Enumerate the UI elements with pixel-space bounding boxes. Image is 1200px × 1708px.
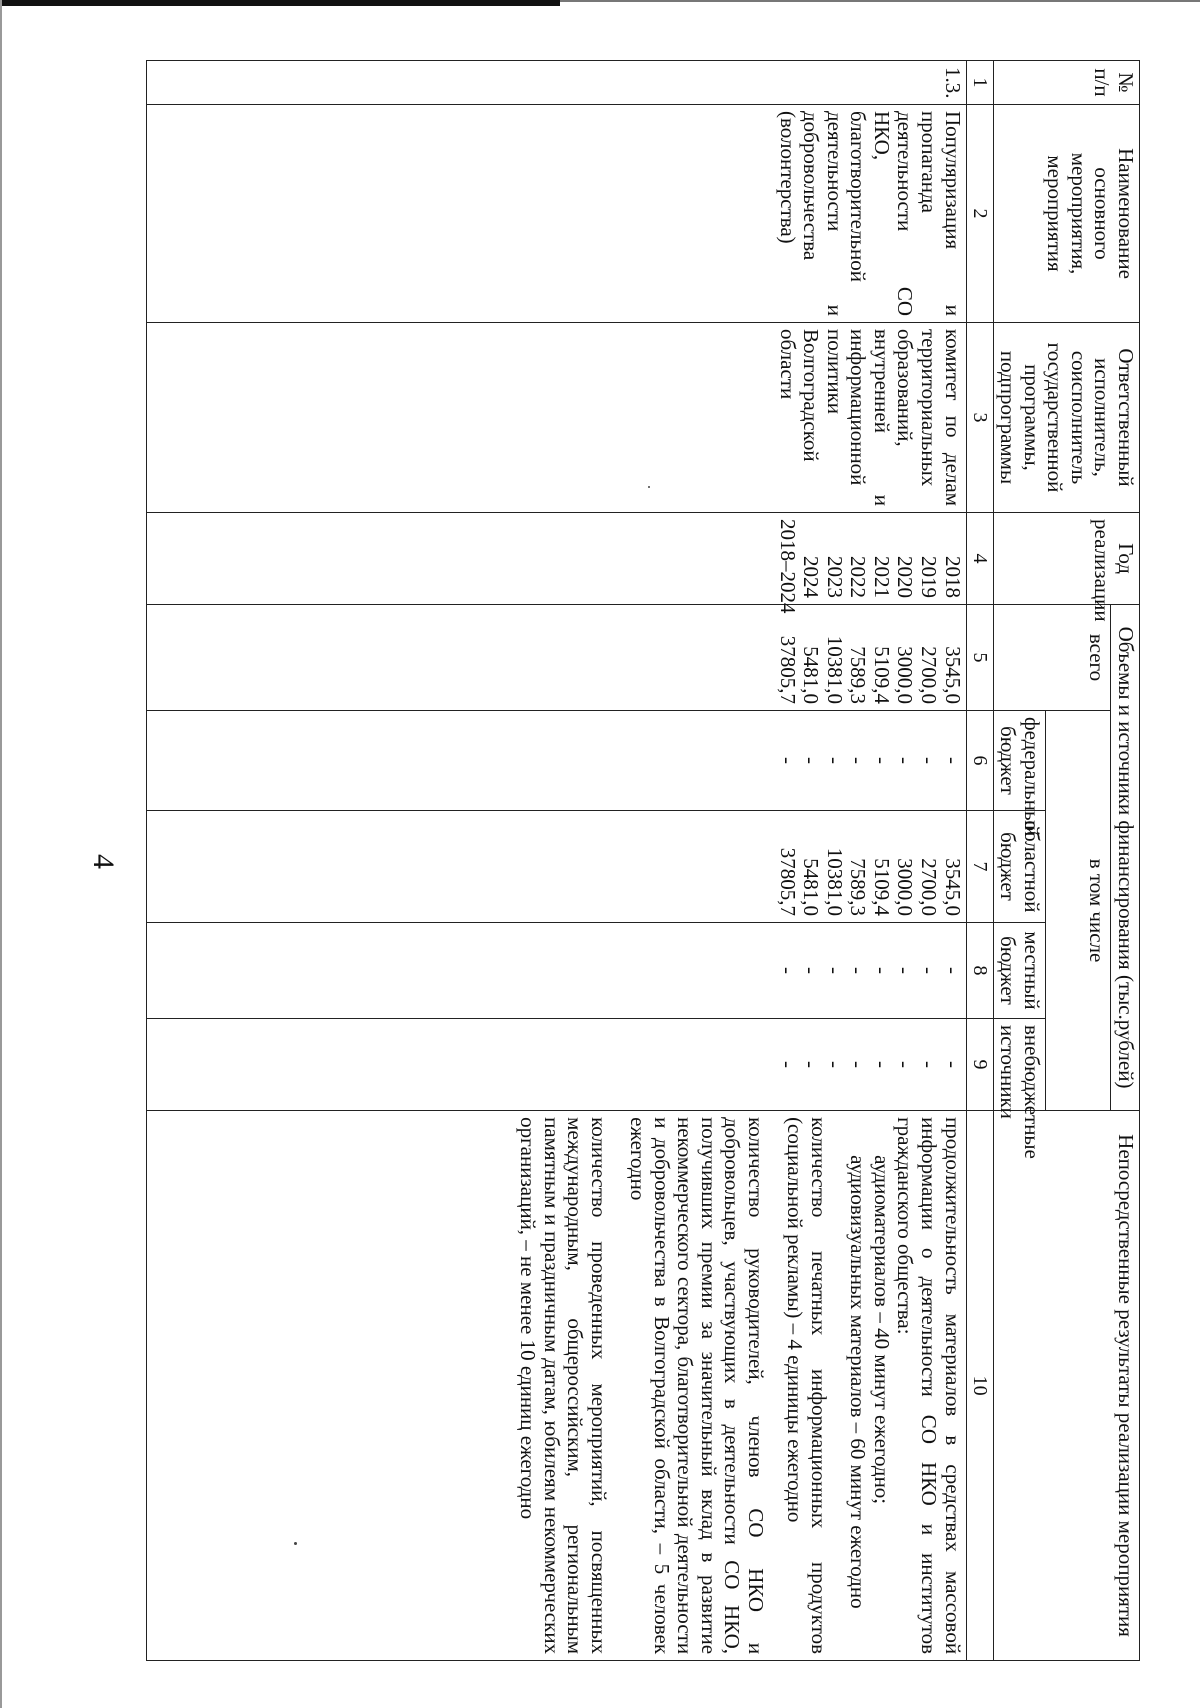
column-number: 8 — [966, 923, 993, 1019]
regional-value: 3545,0 — [940, 858, 965, 916]
document-table-frame — [150, 60, 1140, 1660]
header-number: № п/п — [993, 61, 1139, 105]
column-number: 4 — [966, 513, 993, 605]
extrabudget-values — [146, 1019, 966, 1111]
scan-speck — [648, 486, 650, 488]
header-regional: областной бюджет — [993, 811, 1045, 923]
year-value: 2018 — [940, 556, 965, 598]
extrabudget-value: - — [846, 1061, 871, 1069]
header-federal: федеральный бюджет — [993, 711, 1045, 811]
regional-value: 7589,3 — [846, 858, 871, 916]
year-value: 2018–2024 — [775, 519, 800, 614]
federal-value: - — [799, 757, 824, 764]
column-number: 9 — [966, 1019, 993, 1111]
extrabudget-value: - — [893, 1061, 918, 1069]
federal-value: - — [917, 757, 941, 764]
total-value: 5109,4 — [869, 646, 894, 704]
extrabudget-value: - — [822, 1061, 847, 1069]
header-executor: Ответственный исполнитель, соисполнитель государственной программы, подпрограммы — [993, 323, 1139, 513]
local-value: - — [917, 967, 941, 974]
table-row — [146, 61, 966, 1661]
result-text: аудиовизуальных материалов – 60 минут ежегодно — [846, 1155, 871, 1609]
header-local: местный бюджет — [993, 923, 1045, 1019]
total-values — [146, 605, 966, 711]
federal-value: - — [869, 757, 894, 764]
federal-value: - — [893, 757, 918, 764]
year-value: 2024 — [799, 556, 824, 598]
result-text: продолжительность материалов в средствах массовой информации о деятельности СО НКО и институтов гражданского общества: — [893, 1117, 965, 1655]
total-value: 3545,0 — [940, 646, 965, 704]
federal-value: - — [940, 757, 965, 764]
year-value: 2020 — [893, 556, 918, 598]
year-value: 2019 — [917, 556, 941, 598]
extrabudget-value: - — [869, 1061, 894, 1069]
scan-edge — [0, 0, 2, 1708]
extrabudget-value: - — [775, 1061, 800, 1069]
column-number: 3 — [966, 323, 993, 513]
result-print-products: количество печатных информационных продуктов (социальной рекламы) – 4 единицы ежегодно — [783, 1117, 831, 1655]
extrabudget-value: - — [917, 1061, 941, 1069]
local-value: - — [893, 967, 918, 974]
header-results: Непосредственные результаты реализации мероприятия — [993, 1111, 1139, 1661]
scan-edge — [560, 0, 1200, 2]
regional-value: 3000,0 — [893, 858, 918, 916]
year-value: 2023 — [822, 556, 847, 598]
result-text: аудиоматериалов – 40 минут ежегодно; — [869, 1155, 894, 1505]
years-list — [146, 513, 966, 614]
scan-speck — [294, 1542, 297, 1545]
scan-edge — [0, 0, 560, 6]
regional-value: 2700,0 — [917, 858, 941, 916]
column-number: 5 — [966, 605, 993, 711]
federal-value: - — [846, 757, 871, 764]
year-value: 2022 — [846, 556, 871, 598]
local-value: - — [799, 967, 824, 974]
header-finance-group: Объемы и источники финансирования (тыс.рублей) — [1111, 605, 1140, 1111]
total-value: 2700,0 — [917, 646, 941, 704]
result-awardees: количество руководителей, членов СО НКО и добровольцев, участвующих в деятельности СО НКО, получивших премии за значительный вклад в развитие некоммерческого сектора, благотворительной деятельности и добровольчества в Волгоградской области, – 5 человек ежегодно — [626, 1117, 768, 1655]
result-events: количество проведенных мероприятий, посвященных международным, общероссийским, региональным памятным и праздничным датам, юбилеям некоммерческих организаций, – не менее 10 единиц ежегодно — [516, 1117, 611, 1655]
activity-name: Популяризация и пропаганда деятельности СО НКО, благотворительной деятельности и добровольчества (волонтерства) — [146, 105, 966, 323]
responsible-executor: комитет по делам территориальных образований, внутренней и информационной политики Волгоградской области — [146, 323, 966, 513]
federal-values — [146, 711, 966, 811]
federal-value: - — [775, 757, 800, 764]
local-value: - — [846, 967, 871, 974]
local-values — [146, 923, 966, 1019]
total-value: 3000,0 — [893, 646, 918, 704]
regional-value: 10381,0 — [822, 847, 847, 916]
page-number: 4 — [87, 854, 120, 869]
total-value: 7589,3 — [846, 646, 871, 704]
total-value: 37805,7 — [775, 635, 800, 704]
header-total: всего — [993, 605, 1111, 711]
result-media-duration — [846, 1117, 964, 1654]
header-extrabudget: внебюджетные источники — [993, 1019, 1045, 1111]
local-value: - — [775, 967, 800, 974]
local-value: - — [869, 967, 894, 974]
extrabudget-value: - — [940, 1061, 965, 1069]
total-value: 5481,0 — [799, 646, 824, 704]
header-year: Год реализации — [993, 513, 1139, 605]
regional-value: 37805,7 — [775, 847, 800, 916]
column-number: 2 — [966, 105, 993, 323]
results-cell — [146, 1111, 966, 1661]
regional-values — [146, 811, 966, 923]
extrabudget-value: - — [799, 1061, 824, 1069]
header-activity-name: Наименование основного мероприятия, мероприятия — [993, 105, 1139, 323]
local-value: - — [822, 967, 847, 974]
total-value: 10381,0 — [822, 635, 847, 704]
local-value: - — [940, 967, 965, 974]
column-number: 7 — [966, 811, 993, 923]
column-number: 6 — [966, 711, 993, 811]
row-number: 1.3. — [146, 61, 966, 105]
column-number: 10 — [966, 1111, 993, 1661]
budget-table — [146, 60, 1140, 1661]
regional-value: 5109,4 — [869, 858, 894, 916]
column-number: 1 — [966, 61, 993, 105]
federal-value: - — [822, 757, 847, 764]
regional-value: 5481,0 — [799, 858, 824, 916]
header-including: в том числе — [1045, 711, 1111, 1111]
year-value: 2021 — [869, 556, 894, 598]
